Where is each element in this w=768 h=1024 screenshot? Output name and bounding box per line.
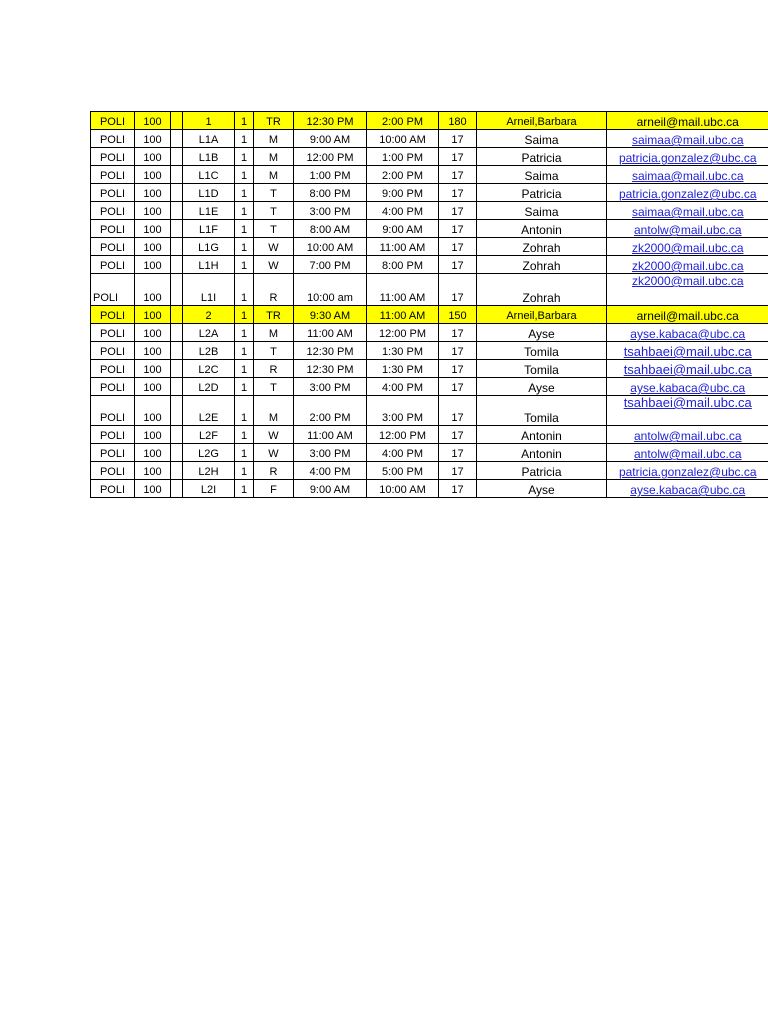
course-number-cell: 100 [135, 324, 171, 342]
days-cell: M [254, 148, 294, 166]
course-number-cell: 100 [135, 238, 171, 256]
days-cell: M [254, 166, 294, 184]
section-cell: L2H [183, 462, 235, 480]
section-cell: L2D [183, 378, 235, 396]
section-cell: L2A [183, 324, 235, 342]
blank-cell [171, 426, 183, 444]
credits-cell: 1 [235, 324, 254, 342]
subject-cell: POLI [91, 462, 135, 480]
email-link[interactable]: tsahbaei@mail.ubc.ca [607, 360, 768, 378]
credits-cell: 1 [235, 444, 254, 462]
section-cell: 2 [183, 306, 235, 324]
credits-cell: 1 [235, 166, 254, 184]
table-row [91, 202, 768, 220]
instructor-cell: Saima [477, 130, 607, 148]
course-number-cell: 100 [135, 256, 171, 274]
course-number-cell: 100 [135, 220, 171, 238]
instructor-cell: Saima [477, 202, 607, 220]
subject-cell: POLI [91, 378, 135, 396]
subject-cell: POLI [91, 202, 135, 220]
course-number-cell: 100 [135, 112, 171, 130]
subject-cell: POLI [91, 306, 135, 324]
section-cell: L1A [183, 130, 235, 148]
instructor-cell: Antonin [477, 444, 607, 462]
table-row [91, 112, 768, 130]
email-link[interactable]: antolw@mail.ubc.ca [607, 426, 768, 444]
blank-cell [171, 238, 183, 256]
capacity-cell: 17 [439, 256, 477, 274]
blank-cell [171, 166, 183, 184]
table-row [91, 148, 768, 166]
subject-cell: POLI [91, 360, 135, 378]
email-link[interactable]: saimaa@mail.ubc.ca [607, 166, 768, 184]
start-time-cell: 9:30 AM [294, 306, 367, 324]
end-time-cell: 4:00 PM [367, 378, 439, 396]
instructor-cell: Patricia [477, 184, 607, 202]
table-row [91, 444, 768, 462]
credits-cell: 1 [235, 148, 254, 166]
subject-cell: POLI [91, 130, 135, 148]
email-link[interactable]: patricia.gonzalez@ubc.ca [607, 148, 768, 166]
subject-cell: POLI [91, 220, 135, 238]
table-row [91, 378, 768, 396]
start-time-cell: 11:00 AM [294, 324, 367, 342]
subject-cell: POLI [91, 480, 135, 498]
credits-cell: 1 [235, 130, 254, 148]
course-number-cell: 100 [135, 426, 171, 444]
email-link[interactable]: antolw@mail.ubc.ca [607, 220, 768, 238]
blank-cell [171, 148, 183, 166]
instructor-cell: Arneil,Barbara [477, 112, 607, 130]
days-cell: T [254, 220, 294, 238]
blank-cell [171, 480, 183, 498]
end-time-cell: 1:30 PM [367, 360, 439, 378]
course-number-cell: 100 [135, 166, 171, 184]
days-cell: W [254, 256, 294, 274]
course-number-cell: 100 [135, 148, 171, 166]
end-time-cell: 9:00 AM [367, 220, 439, 238]
start-time-cell: 8:00 AM [294, 220, 367, 238]
days-cell: W [254, 444, 294, 462]
start-time-cell: 3:00 PM [294, 378, 367, 396]
section-cell: 1 [183, 112, 235, 130]
end-time-cell: 8:00 PM [367, 256, 439, 274]
course-number-cell: 100 [135, 306, 171, 324]
subject-cell: POLI [91, 238, 135, 256]
table-row [91, 360, 768, 378]
email-link[interactable]: tsahbaei@mail.ubc.ca [607, 342, 768, 360]
capacity-cell: 17 [439, 396, 477, 426]
end-time-cell: 1:00 PM [367, 148, 439, 166]
start-time-cell: 2:00 PM [294, 396, 367, 426]
blank-cell [171, 220, 183, 238]
days-cell: W [254, 238, 294, 256]
start-time-cell: 10:00 AM [294, 238, 367, 256]
subject-cell: POLI [91, 166, 135, 184]
start-time-cell: 8:00 PM [294, 184, 367, 202]
table-row [91, 324, 768, 342]
capacity-cell: 17 [439, 148, 477, 166]
email-link[interactable]: tsahbaei@mail.ubc.ca [607, 396, 768, 426]
start-time-cell: 4:00 PM [294, 462, 367, 480]
section-cell: L1C [183, 166, 235, 184]
end-time-cell: 12:00 PM [367, 426, 439, 444]
end-time-cell: 12:00 PM [367, 324, 439, 342]
course-number-cell: 100 [135, 480, 171, 498]
instructor-cell: Tomila [477, 396, 607, 426]
email-link[interactable]: ayse.kabaca@ubc.ca [607, 378, 768, 396]
section-cell: L1B [183, 148, 235, 166]
end-time-cell: 11:00 AM [367, 306, 439, 324]
capacity-cell: 17 [439, 324, 477, 342]
end-time-cell: 10:00 AM [367, 480, 439, 498]
table-row [91, 238, 768, 256]
subject-cell: POLI [91, 426, 135, 444]
email-link[interactable]: saimaa@mail.ubc.ca [607, 130, 768, 148]
capacity-cell: 150 [439, 306, 477, 324]
days-cell: M [254, 324, 294, 342]
section-cell: L1H [183, 256, 235, 274]
instructor-cell: Zohrah [477, 238, 607, 256]
section-cell: L2E [183, 396, 235, 426]
section-cell: L2I [183, 480, 235, 498]
days-cell: R [254, 274, 294, 306]
subject-cell: POLI [91, 184, 135, 202]
end-time-cell: 4:00 PM [367, 202, 439, 220]
blank-cell [171, 324, 183, 342]
subject-cell: POLI [91, 342, 135, 360]
instructor-cell: Patricia [477, 462, 607, 480]
credits-cell: 1 [235, 342, 254, 360]
table-row [91, 130, 768, 148]
capacity-cell: 17 [439, 462, 477, 480]
table-row [91, 480, 768, 498]
start-time-cell: 3:00 PM [294, 444, 367, 462]
blank-cell [171, 444, 183, 462]
section-cell: L1D [183, 184, 235, 202]
start-time-cell: 3:00 PM [294, 202, 367, 220]
start-time-cell: 12:00 PM [294, 148, 367, 166]
credits-cell: 1 [235, 274, 254, 306]
instructor-cell: Tomila [477, 360, 607, 378]
start-time-cell: 12:30 PM [294, 112, 367, 130]
capacity-cell: 17 [439, 342, 477, 360]
table-row [91, 462, 768, 480]
course-number-cell: 100 [135, 274, 171, 306]
end-time-cell: 2:00 PM [367, 166, 439, 184]
days-cell: TR [254, 112, 294, 130]
start-time-cell: 11:00 AM [294, 426, 367, 444]
subject-cell: POLI [91, 396, 135, 426]
table-row [91, 184, 768, 202]
credits-cell: 1 [235, 378, 254, 396]
days-cell: M [254, 396, 294, 426]
subject-cell: POLI [91, 112, 135, 130]
blank-cell [171, 342, 183, 360]
table-row [91, 274, 768, 306]
email-link: arneil@mail.ubc.ca [607, 306, 768, 324]
course-number-cell: 100 [135, 396, 171, 426]
start-time-cell: 9:00 AM [294, 130, 367, 148]
email-link[interactable]: saimaa@mail.ubc.ca [607, 202, 768, 220]
section-cell: L1F [183, 220, 235, 238]
table-row [91, 396, 768, 426]
email-link: arneil@mail.ubc.ca [607, 112, 768, 130]
start-time-cell: 7:00 PM [294, 256, 367, 274]
end-time-cell: 3:00 PM [367, 396, 439, 426]
credits-cell: 1 [235, 256, 254, 274]
table-row [91, 220, 768, 238]
days-cell: T [254, 342, 294, 360]
instructor-cell: Zohrah [477, 256, 607, 274]
end-time-cell: 9:00 PM [367, 184, 439, 202]
course-number-cell: 100 [135, 444, 171, 462]
blank-cell [171, 274, 183, 306]
instructor-cell: Ayse [477, 324, 607, 342]
end-time-cell: 11:00 AM [367, 274, 439, 306]
blank-cell [171, 360, 183, 378]
credits-cell: 1 [235, 462, 254, 480]
section-cell: L1G [183, 238, 235, 256]
start-time-cell: 9:00 AM [294, 480, 367, 498]
start-time-cell: 12:30 PM [294, 360, 367, 378]
instructor-cell: Ayse [477, 378, 607, 396]
table-row [91, 166, 768, 184]
instructor-cell: Tomila [477, 342, 607, 360]
end-time-cell: 10:00 AM [367, 130, 439, 148]
section-cell: L1E [183, 202, 235, 220]
instructor-cell: Ayse [477, 480, 607, 498]
start-time-cell: 1:00 PM [294, 166, 367, 184]
start-time-cell: 10:00 am [294, 274, 367, 306]
capacity-cell: 17 [439, 130, 477, 148]
days-cell: R [254, 462, 294, 480]
instructor-cell: Arneil,Barbara [477, 306, 607, 324]
end-time-cell: 1:30 PM [367, 342, 439, 360]
schedule-table [90, 111, 768, 498]
capacity-cell: 17 [439, 378, 477, 396]
subject-cell: POLI [91, 148, 135, 166]
blank-cell [171, 462, 183, 480]
course-number-cell: 100 [135, 184, 171, 202]
table-row [91, 342, 768, 360]
credits-cell: 1 [235, 112, 254, 130]
blank-cell [171, 306, 183, 324]
section-cell: L2B [183, 342, 235, 360]
capacity-cell: 17 [439, 238, 477, 256]
course-number-cell: 100 [135, 360, 171, 378]
capacity-cell: 17 [439, 426, 477, 444]
days-cell: T [254, 184, 294, 202]
blank-cell [171, 396, 183, 426]
end-time-cell: 11:00 AM [367, 238, 439, 256]
subject-cell: POLI [91, 444, 135, 462]
credits-cell: 1 [235, 396, 254, 426]
start-time-cell: 12:30 PM [294, 342, 367, 360]
blank-cell [171, 256, 183, 274]
capacity-cell: 17 [439, 480, 477, 498]
table-row [91, 426, 768, 444]
table-row [91, 306, 768, 324]
instructor-cell: Patricia [477, 148, 607, 166]
subject-cell: POLI [91, 324, 135, 342]
blank-cell [171, 184, 183, 202]
days-cell: T [254, 378, 294, 396]
days-cell: T [254, 202, 294, 220]
email-link[interactable]: ayse.kabaca@ubc.ca [607, 480, 768, 498]
course-number-cell: 100 [135, 202, 171, 220]
capacity-cell: 17 [439, 444, 477, 462]
credits-cell: 1 [235, 220, 254, 238]
table-row [91, 256, 768, 274]
blank-cell [171, 378, 183, 396]
end-time-cell: 4:00 PM [367, 444, 439, 462]
section-cell: L2G [183, 444, 235, 462]
capacity-cell: 17 [439, 274, 477, 306]
section-cell: L2F [183, 426, 235, 444]
course-number-cell: 100 [135, 130, 171, 148]
section-cell: L2C [183, 360, 235, 378]
email-link[interactable]: ayse.kabaca@ubc.ca [607, 324, 768, 342]
email-link[interactable]: zk2000@mail.ubc.ca [607, 274, 768, 306]
blank-cell [171, 112, 183, 130]
credits-cell: 1 [235, 238, 254, 256]
blank-cell [171, 202, 183, 220]
email-link[interactable]: zk2000@mail.ubc.ca [607, 238, 768, 256]
capacity-cell: 17 [439, 166, 477, 184]
blank-cell [171, 130, 183, 148]
days-cell: R [254, 360, 294, 378]
instructor-cell: Saima [477, 166, 607, 184]
course-number-cell: 100 [135, 342, 171, 360]
instructor-cell: Zohrah [477, 274, 607, 306]
credits-cell: 1 [235, 202, 254, 220]
end-time-cell: 5:00 PM [367, 462, 439, 480]
email-link[interactable]: patricia.gonzalez@ubc.ca [607, 184, 768, 202]
days-cell: F [254, 480, 294, 498]
credits-cell: 1 [235, 306, 254, 324]
instructor-cell: Antonin [477, 220, 607, 238]
capacity-cell: 17 [439, 202, 477, 220]
days-cell: W [254, 426, 294, 444]
credits-cell: 1 [235, 426, 254, 444]
instructor-cell: Antonin [477, 426, 607, 444]
days-cell: M [254, 130, 294, 148]
email-link[interactable]: patricia.gonzalez@ubc.ca [607, 462, 768, 480]
email-link[interactable]: antolw@mail.ubc.ca [607, 444, 768, 462]
subject-cell: POLI [91, 256, 135, 274]
capacity-cell: 17 [439, 220, 477, 238]
credits-cell: 1 [235, 184, 254, 202]
email-link[interactable]: zk2000@mail.ubc.ca [607, 256, 768, 274]
capacity-cell: 180 [439, 112, 477, 130]
section-cell: L1I [183, 274, 235, 306]
subject-cell: POLI [91, 274, 135, 306]
capacity-cell: 17 [439, 360, 477, 378]
capacity-cell: 17 [439, 184, 477, 202]
days-cell: TR [254, 306, 294, 324]
schedule-table-body [91, 112, 768, 498]
course-number-cell: 100 [135, 462, 171, 480]
credits-cell: 1 [235, 360, 254, 378]
course-number-cell: 100 [135, 378, 171, 396]
credits-cell: 1 [235, 480, 254, 498]
end-time-cell: 2:00 PM [367, 112, 439, 130]
